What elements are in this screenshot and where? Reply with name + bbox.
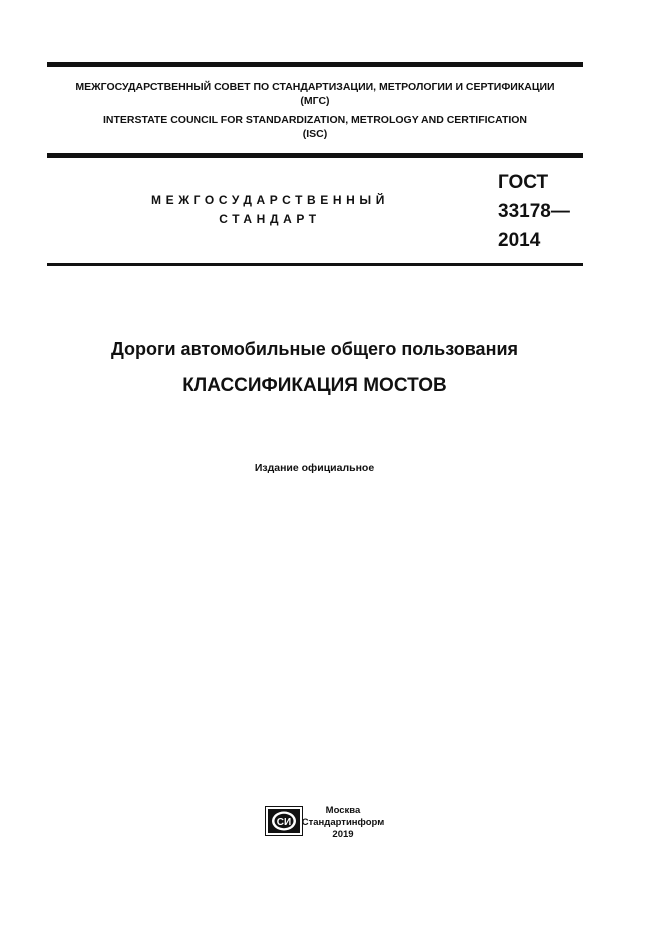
standard-type-line2: СТАНДАРТ — [219, 212, 321, 226]
publisher-city: Москва — [325, 805, 361, 816]
council-abbr-en: (ISC) — [302, 128, 328, 140]
council-name-ru: МЕЖГОСУДАРСТВЕННЫЙ СОВЕТ ПО СТАНДАРТИЗАЦИИ, МЕТРОЛОГИИ И СЕРТИФИКАЦИИ — [75, 81, 555, 93]
council-abbr-ru: (МГС) — [300, 95, 330, 107]
top-rule — [47, 62, 583, 67]
middle-rule — [47, 153, 583, 158]
publication-year: 2019 — [332, 829, 354, 840]
standartinform-logo-icon — [265, 806, 303, 836]
logo-lettering: СИ — [276, 817, 292, 828]
standard-type-line1: МЕЖГОСУДАРСТВЕННЫЙ — [151, 193, 389, 207]
gost-label: ГОСТ — [498, 172, 549, 193]
council-name-en: INTERSTATE COUNCIL FOR STANDARDIZATION, METROLOGY AND CERTIFICATION — [102, 114, 528, 126]
document-title: Дороги автомобильные общего пользования — [110, 339, 519, 359]
gost-year: 2014 — [498, 230, 541, 251]
gost-number: 33178— — [498, 201, 570, 222]
document-subtitle: КЛАССИФИКАЦИЯ МОСТОВ — [182, 375, 447, 396]
edition-note: Издание официальное — [254, 462, 375, 474]
publisher-name: Стандартинформ — [301, 817, 385, 828]
bottom-rule — [47, 263, 583, 266]
